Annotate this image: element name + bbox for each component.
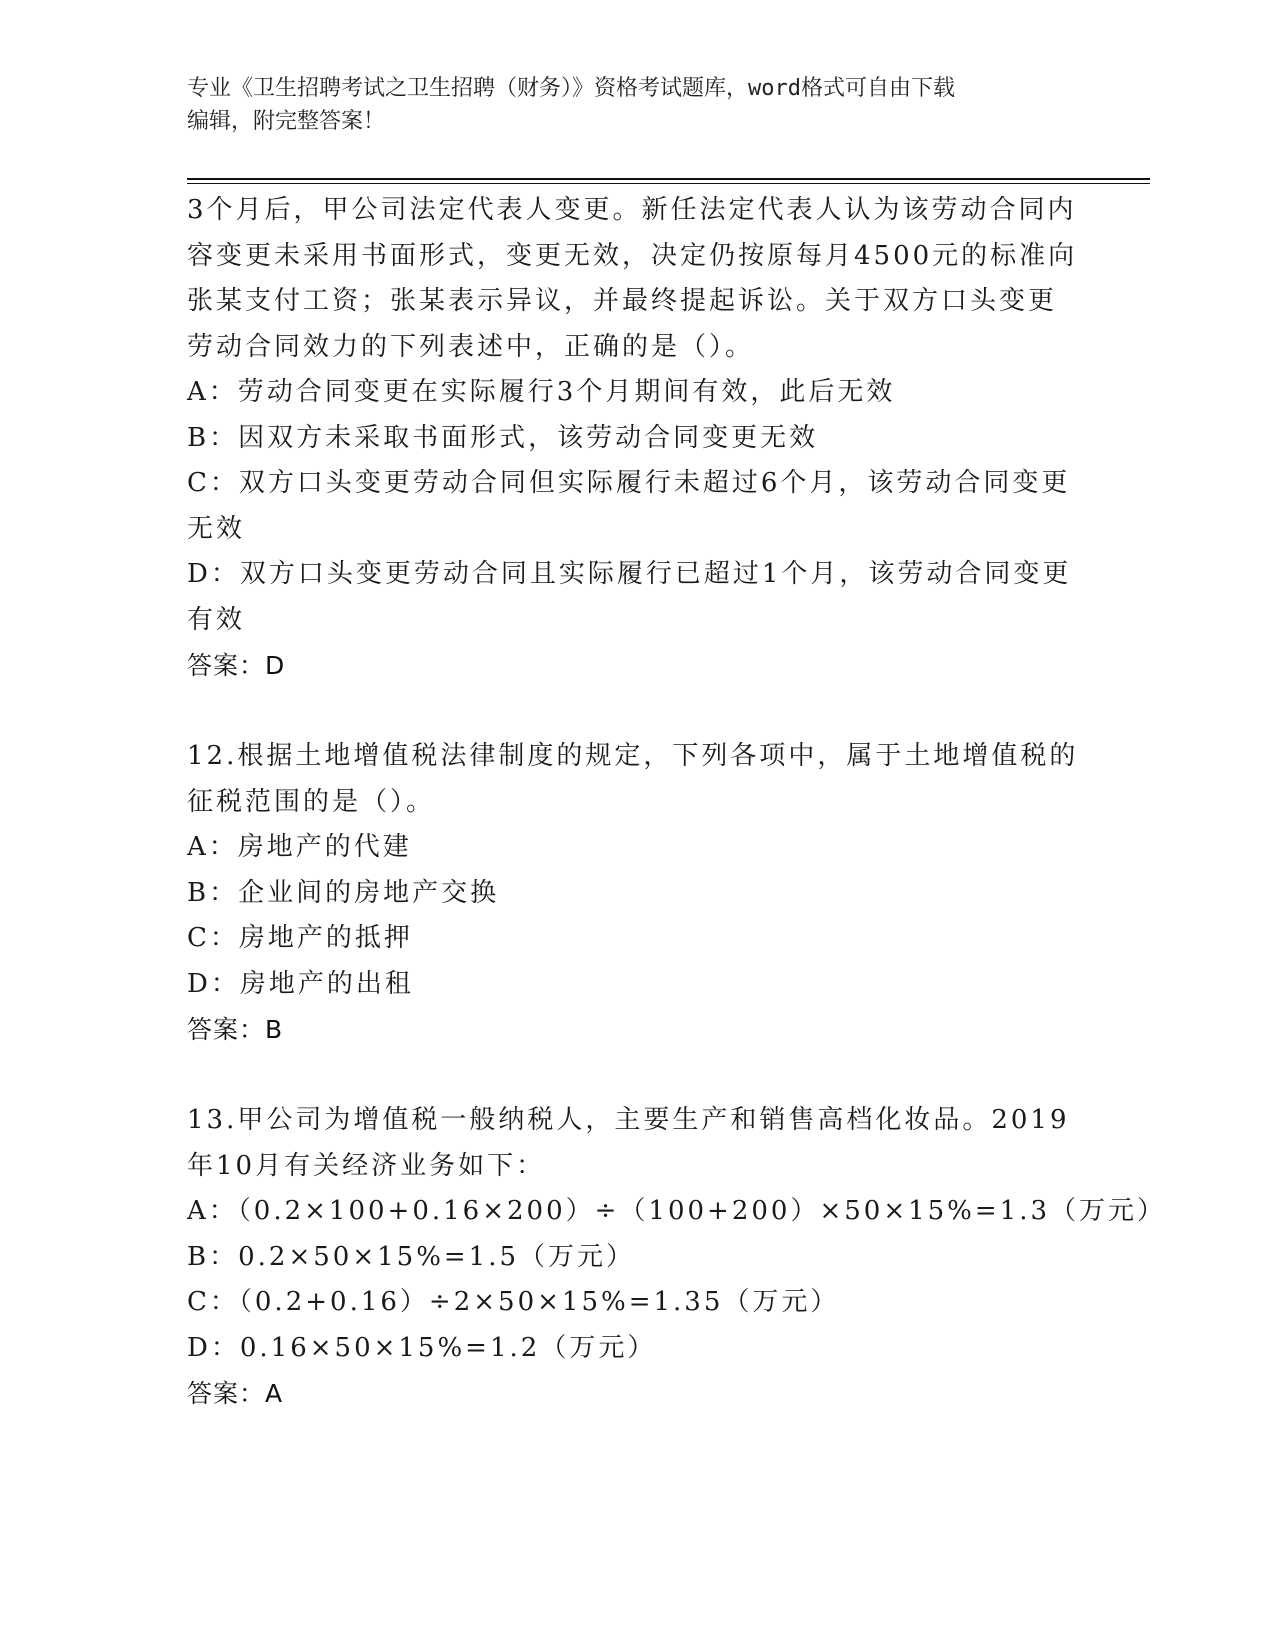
option-c: C：（0.2+0.16）÷2×50×15%=1.35（万元）	[187, 1287, 840, 1317]
question-content	[187, 188, 1167, 1417]
option-d: D：0.16×50×15%=1.2（万元）	[187, 1332, 657, 1363]
question-spacer	[187, 689, 1087, 735]
header-line-1: 专业《卫生招聘考试之卫生招聘（财务）》资格考试题库，word格式可自由下载	[187, 76, 955, 101]
option-c-continued: 无效	[187, 513, 246, 544]
question-stem-line: 年10月有关经济业务如下：	[187, 1150, 546, 1181]
option-d-continued: 有效	[187, 604, 246, 635]
question-stem-line: 3个月后，甲公司法定代表人变更。新任法定代表人认为该劳动合同内	[187, 195, 1077, 225]
question-stem-line: 容变更未采用书面形式，变更无效，决定仍按原每月4500元的标准向	[187, 240, 1078, 271]
header-divider-thin	[187, 183, 1150, 184]
answer-label: 答案：A	[187, 1379, 284, 1408]
question-12	[187, 734, 1087, 1053]
option-d: D：双方口头变更劳动合同且实际履行已超过1个月，该劳动合同变更	[187, 559, 1072, 589]
answer-label: 答案：B	[187, 1015, 284, 1044]
header-divider-thick	[187, 178, 1150, 180]
option-c: C：房地产的抵押	[187, 923, 413, 953]
option-b: B：企业间的房地产交换	[187, 877, 500, 908]
document-header	[187, 72, 1087, 138]
question-spacer	[187, 1053, 1087, 1099]
option-b: B：因双方未采取书面形式，该劳动合同变更无效	[187, 422, 819, 453]
answer-label: 答案：D	[187, 651, 286, 680]
question-11	[187, 188, 1087, 689]
question-13	[187, 1098, 1167, 1417]
question-stem-line: 征税范围的是（）。	[187, 786, 436, 817]
option-b: B：0.2×50×15%=1.5（万元）	[187, 1241, 636, 1272]
header-line-2: 编辑，附完整答案！	[187, 109, 386, 134]
option-d: D：房地产的出租	[187, 968, 414, 999]
option-c: C：双方口头变更劳动合同但实际履行未超过6个月，该劳动合同变更	[187, 468, 1071, 498]
option-a: A：劳动合同变更在实际履行3个月期间有效，此后无效	[187, 377, 896, 407]
option-a: A：房地产的代建	[187, 832, 412, 862]
question-stem-line: 劳动合同效力的下列表述中，正确的是（）。	[187, 331, 755, 362]
option-a: A：（0.2×100+0.16×200）÷（100+200）×50×15%=1.3（万元）	[187, 1196, 1167, 1226]
question-stem-line: 13.甲公司为增值税一般纳税人，主要生产和销售高档化妆品。2019	[187, 1105, 1070, 1135]
question-stem-line: 张某支付工资；张某表示异议，并最终提起诉讼。关于双方口头变更	[187, 286, 1058, 316]
question-stem-line: 12.根据土地增值税法律制度的规定，下列各项中，属于土地增值税的	[187, 741, 1079, 771]
